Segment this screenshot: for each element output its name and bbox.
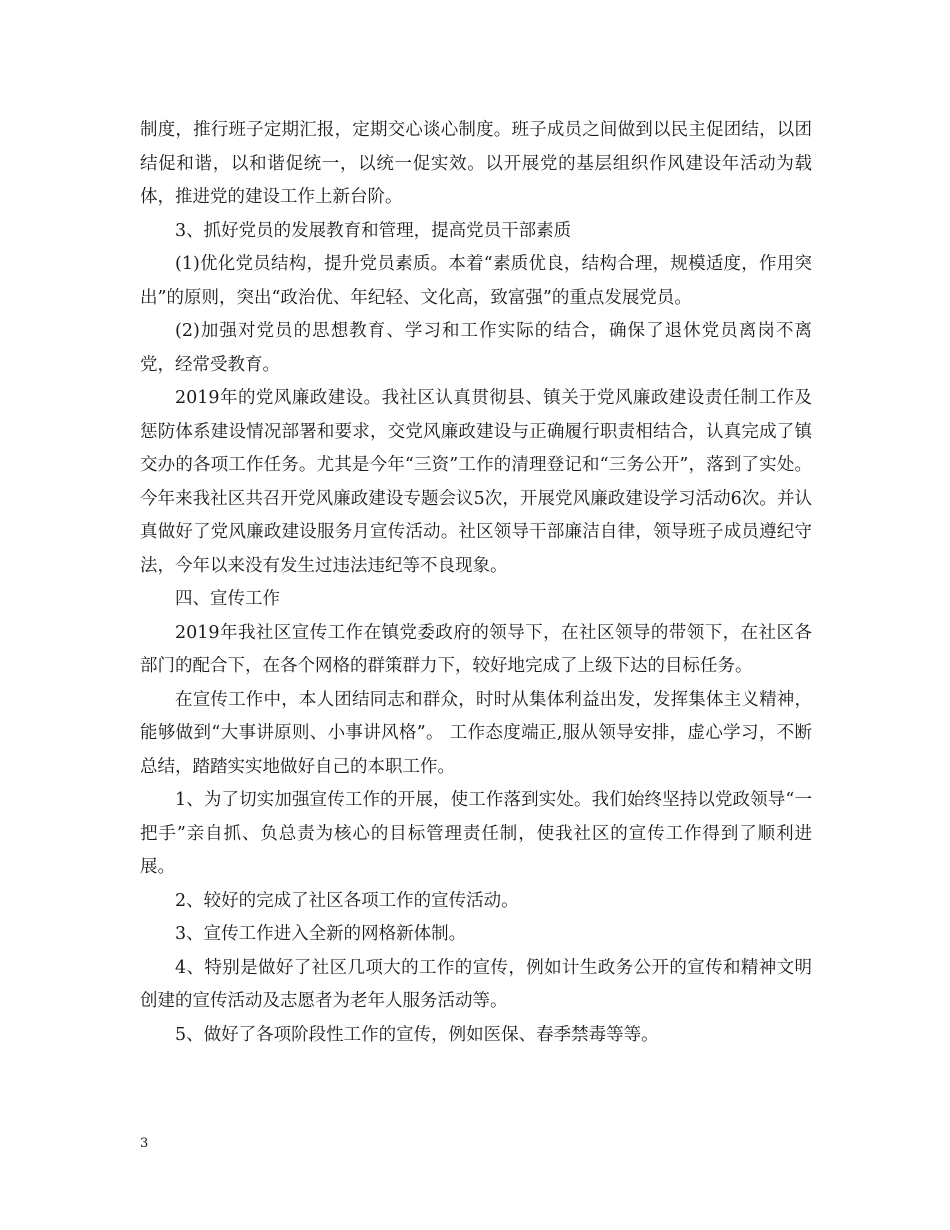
document-body bbox=[140, 114, 812, 1052]
paragraph-optimize-structure: (1)优化党员结构，提升党员素质。本着“素质优良，结构合理，规模适度，作用突出”的原则，突出“政治优、年纪轻、文化高，致富强”的重点发展党员。 bbox=[140, 254, 812, 308]
paragraph-ideological-education: (2)加强对党员的思想教育、学习和工作实际的结合，确保了退休党员离岗不离党，经常受教育。 bbox=[140, 321, 812, 375]
list-item-4: 4、特别是做好了社区几项大的工作的宣传，例如计生政务公开的宣传和精神文明创建的宣传活动及志愿者为老年人服务活动等。 bbox=[140, 957, 812, 1011]
paragraph-personal-conduct: 在宣传工作中，本人团结同志和群众，时时从集体利益出发，发挥集体主义精神，能够做到“大事讲原则、小事讲风格”。 工作态度端正,服从领导安排，虚心学习，不断总结，踏踏实实地做好自己的本职工作。 bbox=[140, 689, 812, 777]
list-item-2: 2、较好的完成了社区各项工作的宣传活动。 bbox=[175, 890, 519, 911]
list-item-3: 3、宣传工作进入全新的网格新体制。 bbox=[175, 924, 467, 944]
paragraph-publicity-overview: 2019年我社区宣传工作在镇党委政府的领导下，在社区领导的带领下，在社区各部门的配合下，在各个网格的群策群力下，较好地完成了上级下达的目标任务。 bbox=[140, 622, 812, 676]
list-item-5: 5、做好了各项阶段性工作的宣传，例如医保、春季禁毒等等。 bbox=[175, 1024, 659, 1045]
list-item-1: 1、为了切实加强宣传工作的开展，使工作落到实处。我们始终坚持以党政领导“一把手”亲自抓、负总责为核心的目标管理责任制，使我社区的宣传工作得到了顺利进展。 bbox=[140, 790, 812, 877]
heading-party-member-development: 3、抓好党员的发展教育和管理，提高党员干部素质 bbox=[175, 220, 572, 241]
page-number: 3 bbox=[140, 1136, 149, 1151]
paragraph-anti-corruption: 2019年的党风廉政建设。我社区认真贯彻县、镇关于党风廉政建设责任制工作及惩防体系建设情况部署和要求，交党风廉政建设与正确履行职责相结合，认真完成了镇交办的各项工作任务。尤其是今年“三资”工作的清理登记和“三务公开”，落到了实处。今年来我社区共召开党风廉政建设专题会议5次，开展党风廉政建设学习活动6次。并认真做好了党风廉政建设服务月宣传活动。社区领导干部廉洁自律，领导班子成员遵纪守法，今年以来没有发生过违法违纪等不良现象。 bbox=[140, 388, 812, 576]
paragraph-continuation: 制度，推行班子定期汇报，定期交心谈心制度。班子成员之间做到以民主促团结，以团结促和谐，以和谐促统一，以统一促实效。以开展党的基层组织作风建设年活动为载体，推进党的建设工作上新台阶。 bbox=[140, 120, 812, 207]
heading-publicity-work: 四、宣传工作 bbox=[175, 589, 280, 609]
